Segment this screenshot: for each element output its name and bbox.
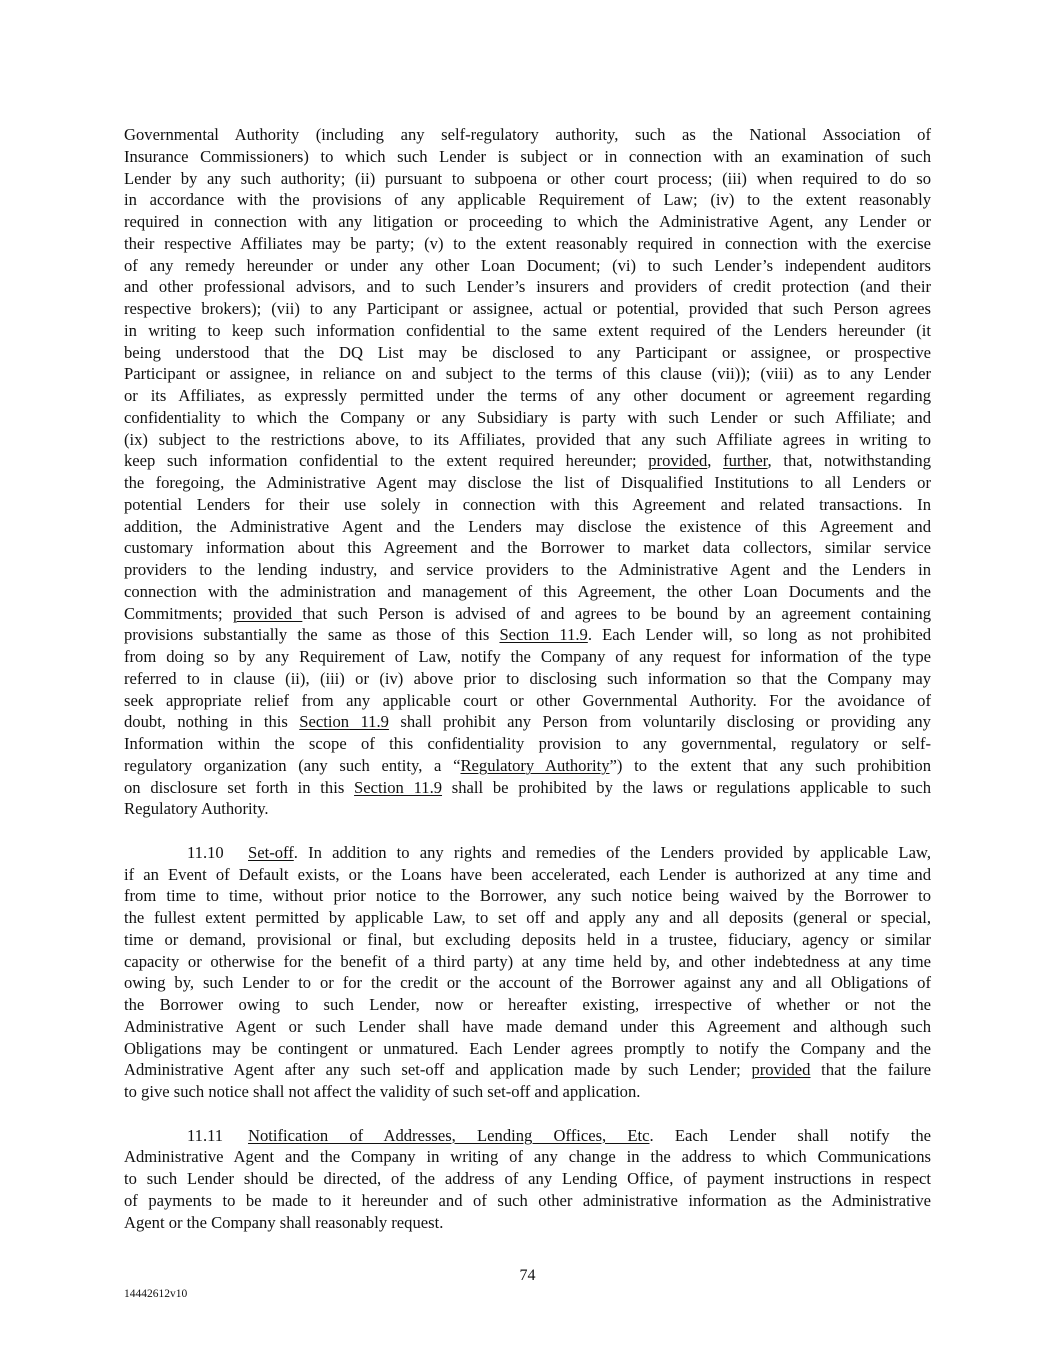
text-segment: . Each Lender shall notify the: [649, 1125, 932, 1145]
text-line: [124, 168, 931, 190]
paragraph-gap: [124, 1103, 931, 1125]
text-segment: in accordance with the provisions of any applicable Requirement of Law; (iv) to the extent reasonably: [124, 190, 931, 210]
text-segment: regulatory organization (any such entity, a “: [124, 755, 461, 775]
text-line: [124, 450, 931, 472]
text-segment: owing by, such Lender to or for the credit or the account of the Borrower against any and all Obligations of: [124, 973, 931, 993]
text-line: [124, 733, 931, 755]
text-line: [124, 494, 931, 516]
text-line: [124, 842, 931, 864]
text-segment: doubt, nothing in this: [124, 712, 300, 732]
text-segment: Participant or assignee, in reliance on and subject to the terms of this clause (vii)); (viii) as to any Lender: [124, 364, 931, 384]
text-segment: that such Person is advised of and agrees to be bound by an agreement containing: [302, 603, 932, 623]
text-segment: addition, the Administrative Agent and the Lenders may disclose the existence of this Agreement and: [124, 516, 931, 536]
text-line: [124, 603, 931, 625]
text-line: [124, 1125, 931, 1147]
text-line: [124, 211, 931, 233]
text-line: [124, 385, 931, 407]
text-segment: (ix) subject to the restrictions above, to its Affiliates, provided that any such Affiliate agrees in writing to: [124, 429, 931, 449]
text-line: [124, 798, 931, 820]
underlined-term: Notification of Addresses, Lending Offices, Etc: [248, 1125, 650, 1145]
section-11-11: [124, 1125, 931, 1234]
underlined-term: further: [723, 451, 768, 471]
text-segment: customary information about this Agreement and the Borrower to market data collectors, similar service: [124, 538, 931, 558]
underlined-term: provided: [233, 603, 303, 623]
text-segment: keep such information confidential to the extent required hereunder;: [124, 451, 649, 471]
text-segment: their respective Affiliates may be party; (v) to the extent reasonably required in connection with the exercise: [124, 233, 931, 253]
paragraph-gap: [124, 820, 931, 842]
text-segment: ”) to the extent that any such prohibition: [609, 755, 931, 775]
text-segment: to give such notice shall not affect the validity of such set-off and application.: [124, 1082, 641, 1101]
text-segment: of any remedy hereunder or under any other Loan Document; (vi) to such Lender’s independent auditors: [124, 255, 931, 275]
text-segment: required in connection with any litigation or proceeding to which the Administrative Agent, any Lender or: [124, 212, 931, 231]
text-segment: confidentiality to which the Company or any Subsidiary is party with such Lender or such Affiliate; and: [124, 407, 931, 427]
text-line: [124, 864, 931, 886]
underlined-term: Set-off: [248, 842, 294, 862]
text-line: [124, 668, 931, 690]
text-line: [124, 537, 931, 559]
text-line: [124, 711, 931, 733]
text-segment: the fullest extent permitted by applicable Law, to set off and apply any and all deposits (general or special,: [124, 908, 931, 927]
text-line: [124, 320, 931, 342]
text-segment: capacity or otherwise for the benefit of a third party) at any time held by, and other indebtedness at any time: [124, 951, 931, 971]
text-line: [124, 342, 931, 364]
text-segment: Information within the scope of this confidentiality provision to any governmental, regulatory or self-: [124, 734, 931, 753]
paragraph-continued: [124, 124, 931, 820]
text-segment: providers to the lending industry, and service providers to the Administrative Agent and the Lenders in: [124, 560, 931, 579]
text-segment: Administrative Agent after any such set-off and application made by such Lender;: [124, 1060, 752, 1080]
text-segment: Administrative Agent or such Lender shall have made demand under this Agreement and although such: [124, 1016, 931, 1036]
text-segment: provisions substantially the same as those of this: [124, 625, 500, 645]
text-line: [124, 581, 931, 603]
text-segment: Administrative Agent and the Company in writing of any change in the address to which Communications: [124, 1147, 931, 1167]
text-segment: and other professional advisors, and to such Lender’s insurers and providers of credit protection (and their: [124, 277, 931, 297]
text-segment: shall prohibit any Person from voluntarily disclosing or providing any: [388, 712, 931, 732]
text-line: [124, 255, 931, 277]
text-line: [124, 1059, 931, 1081]
text-segment: time or demand, provisional or final, but excluding deposits held in a trustee, fiduciary, agency or similar: [124, 929, 931, 949]
text-line: [124, 646, 931, 668]
text-line: [124, 1212, 931, 1234]
text-line: [124, 472, 931, 494]
text-segment: of payments to be made to it hereunder and of such other administrative information as the Administrative: [124, 1190, 931, 1210]
text-line: [124, 189, 931, 211]
text-segment: ,: [707, 451, 724, 471]
text-segment: , that, notwithstanding: [767, 451, 931, 471]
text-segment: Lender by any such authority; (ii) pursuant to subpoena or other court process; (iii) when required to do so: [124, 168, 931, 188]
text-line: [124, 1038, 931, 1060]
section-11-10: [124, 842, 931, 1103]
text-line: [124, 994, 931, 1016]
document-id: 14442612v10: [124, 1288, 188, 1300]
text-line: [124, 233, 931, 255]
text-line: [124, 276, 931, 298]
text-line: [124, 429, 931, 451]
text-segment: if an Event of Default exists, or the Loans have been accelerated, each Lender is authorized at any time and: [124, 864, 931, 884]
section-number: 11.10: [187, 842, 224, 862]
text-segment: potential Lenders for their use solely in connection with this Agreement and related transactions. In: [124, 494, 931, 514]
underlined-term: provided: [751, 1060, 811, 1080]
text-line: [124, 690, 931, 712]
text-segment: the foregoing, the Administrative Agent may disclose the list of Disqualified Institutions to all Lenders or: [124, 473, 931, 492]
underlined-term: provided: [648, 451, 708, 471]
text-line: [124, 1190, 931, 1212]
text-line: [124, 885, 931, 907]
text-line: [124, 363, 931, 385]
text-segment: Commitments;: [124, 603, 233, 623]
text-line: [124, 777, 931, 799]
text-line: [124, 1168, 931, 1190]
text-segment: connection with the administration and management of this Agreement, the other Loan Documents and the: [124, 581, 931, 601]
text-segment: Agent or the Company shall reasonably request.: [124, 1212, 444, 1232]
page-number: 74: [519, 1267, 536, 1284]
text-segment: on disclosure set forth in this: [124, 777, 355, 797]
text-segment: shall be prohibited by the laws or regulations applicable to such: [442, 777, 931, 797]
text-segment: that the failure: [810, 1060, 931, 1080]
text-segment: Regulatory Authority.: [124, 799, 269, 819]
text-segment: in writing to keep such information confidential to the same extent required of the Lenders hereunder (it: [124, 320, 931, 340]
text-segment: Insurance Commissioners) to which such Lender is subject or in connection with an examination of such: [124, 146, 931, 166]
text-line: [124, 124, 931, 146]
underlined-term: Section 11.9: [299, 712, 389, 732]
text-segment: from time to time, without prior notice to the Borrower, any such notice being waived by the Borrower to: [124, 886, 931, 906]
text-line: [124, 972, 931, 994]
text-line: [124, 1016, 931, 1038]
text-segment: seek appropriate relief from any applicable court or other Governmental Authority. For the avoidance of: [124, 690, 931, 710]
text-segment: . Each Lender will, so long as not prohibited: [587, 625, 931, 645]
text-line: [124, 624, 931, 646]
text-line: [124, 146, 931, 168]
document-body: [124, 124, 931, 1233]
text-line: [124, 516, 931, 538]
text-line: [124, 907, 931, 929]
text-line: [124, 559, 931, 581]
text-line: [124, 755, 931, 777]
text-segment: referred to in clause (ii), (iii) or (iv) above prior to disclosing such information so that the Company may: [124, 668, 931, 688]
text-segment: to such Lender should be directed, of the address of any Lending Office, of payment instructions in respect: [124, 1169, 931, 1188]
text-line: [124, 1081, 931, 1103]
section-number: 11.11: [187, 1125, 224, 1145]
underlined-term: Section 11.9: [354, 777, 443, 797]
text-segment: being understood that the DQ List may be disclosed to any Participant or assignee, or prospective: [124, 342, 931, 362]
text-line: [124, 929, 931, 951]
underlined-term: Regulatory Authority: [460, 755, 610, 775]
text-line: [124, 1146, 931, 1168]
text-segment: or its Affiliates, as expressly permitted under the terms of any other document or agreement regarding: [124, 386, 931, 405]
underlined-term: Section 11.9: [499, 625, 588, 645]
text-segment: respective brokers); (vii) to any Participant or assignee, actual or potential, provided that such Person agrees: [124, 299, 931, 318]
text-segment: . In addition to any rights and remedies of the Lenders provided by applicable Law,: [293, 842, 931, 862]
text-line: [124, 298, 931, 320]
text-line: [124, 407, 931, 429]
text-segment: the Borrower owing to such Lender, now or hereafter existing, irrespective of whether or not the: [124, 995, 931, 1014]
text-segment: Obligations may be contingent or unmatured. Each Lender agrees promptly to notify the Company and the: [124, 1038, 931, 1058]
text-segment: Governmental Authority (including any self-regulatory authority, such as the National Association of: [124, 125, 931, 144]
text-line: [124, 951, 931, 973]
text-segment: from doing so by any Requirement of Law, notify the Company of any request for information of the type: [124, 647, 931, 666]
